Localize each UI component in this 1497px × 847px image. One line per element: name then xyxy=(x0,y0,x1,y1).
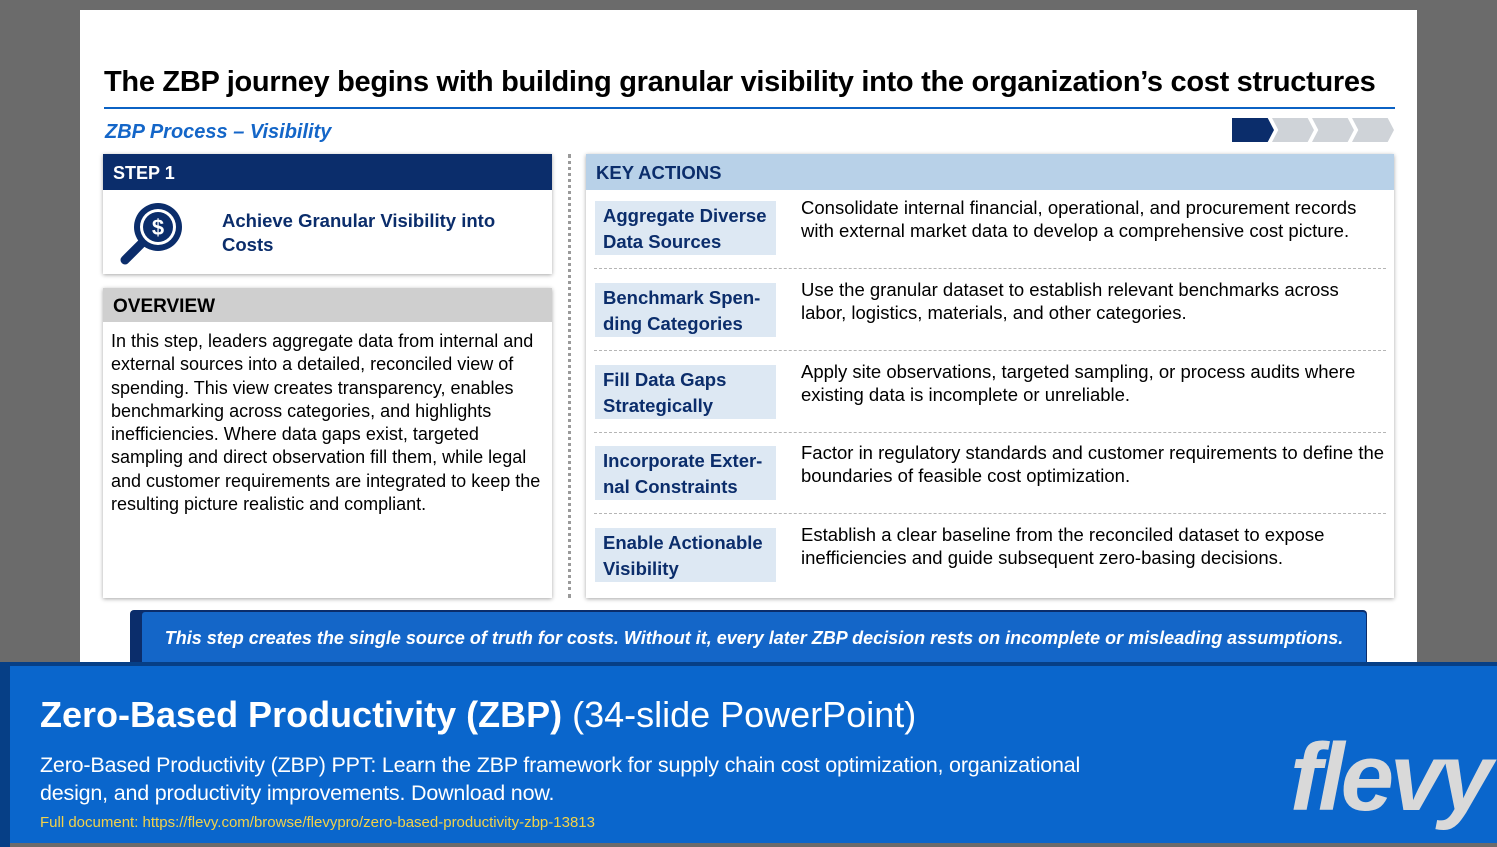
progress-step-1 xyxy=(1232,118,1274,142)
step-header: STEP 1 xyxy=(103,154,552,190)
key-action-row xyxy=(594,196,1386,269)
svg-text:$: $ xyxy=(151,215,165,240)
key-action-row xyxy=(594,278,1386,351)
overview-text: In this step, leaders aggregate data from internal and external sources into a detailed, reconciled view of spending. This view creates transparency, enables benchmarking across categories, and highlights inefficiencies. Where data gaps exist, targeted sampling and direct observation fill them, while legal and customer requirements are integrated to keep the resulting picture realistic and compliant. xyxy=(111,331,541,515)
flevy-logo[interactable]: flevy xyxy=(1290,724,1489,831)
key-action-description: Factor in regulatory standards and customer requirements to define the boundaries of feasible cost optimization. xyxy=(801,442,1385,487)
key-actions-header: KEY ACTIONS xyxy=(586,154,1394,190)
step-description: Achieve Granular Visibility into Costs xyxy=(222,210,496,255)
progress-step-2 xyxy=(1272,118,1314,142)
banner-title xyxy=(40,694,916,736)
key-action-row xyxy=(594,360,1386,433)
key-action-description: Establish a clear baseline from the reconciled dataset to expose inefficiencies and guide subsequent zero-basing decisions. xyxy=(801,524,1325,569)
key-action-description: Consolidate internal financial, operational, and procurement records with external market data to develop a comprehensive cost picture. xyxy=(801,197,1357,242)
key-action-label: Incorporate Exter-nal Constraints xyxy=(595,446,776,500)
column-divider xyxy=(568,154,571,598)
overview-card xyxy=(103,288,552,598)
title-rule xyxy=(104,107,1395,109)
callout-text: This step creates the single source of truth for costs. Without it, every later ZBP decision rests on incomplete or misleading assumptions. xyxy=(142,612,1366,670)
banner-description: Zero-Based Productivity (ZBP) PPT: Learn the ZBP framework for supply chain cost optimization, organizational design, and productivity improvements. Download now. xyxy=(40,753,1081,805)
magnifier-dollar-icon xyxy=(117,198,187,268)
progress-chevrons xyxy=(1232,118,1396,142)
overview-header: OVERVIEW xyxy=(103,288,552,322)
key-action-label: Benchmark Spen-ding Categories xyxy=(595,283,776,337)
key-actions-card xyxy=(586,154,1394,598)
progress-step-4 xyxy=(1352,118,1394,142)
key-action-row xyxy=(594,523,1386,595)
document-link[interactable]: Full document: https://flevy.com/browse/flevypro/zero-based-productivity-zbp-13813 xyxy=(40,814,595,831)
key-action-label: Enable Actionable Visibility xyxy=(595,528,776,582)
promo-banner xyxy=(0,662,1497,843)
slide-title: The ZBP journey begins with building granular visibility into the organization’s cost structures xyxy=(104,66,1376,98)
slide-subtitle: ZBP Process – Visibility xyxy=(105,121,332,143)
banner-title-light: (34-slide PowerPoint) xyxy=(562,694,917,735)
key-action-row xyxy=(594,441,1386,514)
step-card xyxy=(103,154,552,274)
progress-step-3 xyxy=(1312,118,1354,142)
banner-accent xyxy=(0,666,10,847)
key-action-label: Aggregate Diverse Data Sources xyxy=(595,201,776,255)
key-action-description: Apply site observations, targeted sampling, or process audits where existing data is incomplete or unreliable. xyxy=(801,361,1356,406)
slide xyxy=(80,10,1417,670)
key-action-label: Fill Data Gaps Strategically xyxy=(595,365,776,419)
banner-title-bold: Zero-Based Productivity (ZBP) xyxy=(40,694,563,735)
key-action-description: Use the granular dataset to establish relevant benchmarks across labor, logistics, materials, and other categories. xyxy=(801,279,1339,324)
